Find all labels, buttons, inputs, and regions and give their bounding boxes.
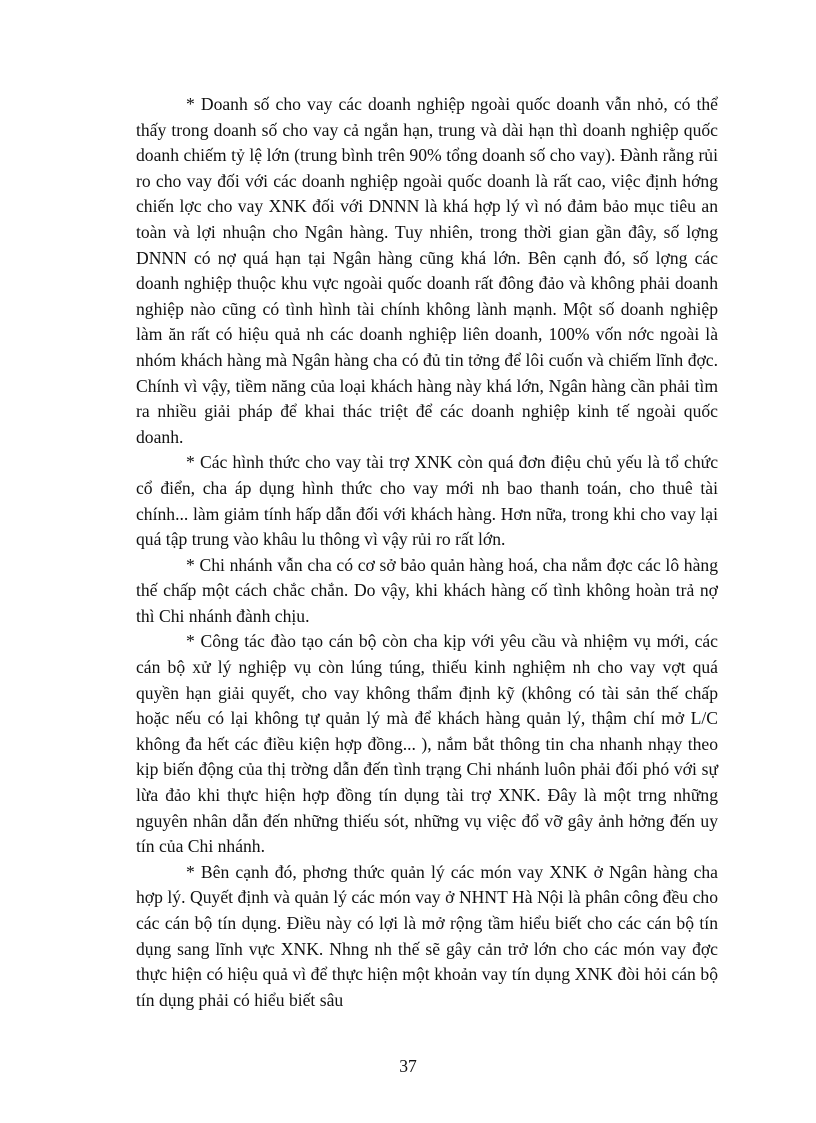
- paragraph-5: * Bên cạnh đó, phơng thức quản lý các món vay XNK ở Ngân hàng cha hợp lý. Quyết định và quản lý các món vay ở NHNT Hà Nội là phân công đều cho các cán bộ tín dụng. Điều này có lợi là mở rộng tầm hiểu biết cho các cán bộ tín dụng sang lĩnh vực XNK. Nhng nh thế sẽ gây cản trở lớn cho các món vay đợc thực hiện có hiệu quả vì để thực hiện một khoản vay tín dụng XNK đòi hỏi cán bộ tín dụng phải có hiểu biết sâu: [136, 861, 718, 1010]
- body-text: [136, 92, 718, 1013]
- paragraph-4: * Công tác đào tạo cán bộ còn cha kịp với yêu cầu và nhiệm vụ mới, các cán bộ xử lý nghiệp vụ còn lúng túng, thiếu kinh nghiệm nh cho vay vợt quá quyền hạn giải quyết, cho vay không thẩm định kỹ (không có tài sản thế chấp hoặc nếu có lại không tự quản lý mà để khách hàng quản lý, thậm chí mở L/C không đa hết các điều kiện hợp đồng... ), nắm bắt thông tin cha nhanh nhạy theo kịp biến động của thị trờng dẫn đến tình trạng Chi nhánh luôn phải đối phó với sự lừa đảo khi thực hiện hợp đồng tín dụng tài trợ XNK. Đây là một trng những nguyên nhân dẫn đến những thiếu sót, những vụ việc đổ vỡ gây ảnh hởng đến uy tín của Chi nhánh.: [136, 631, 718, 857]
- paragraph-1: * Doanh số cho vay các doanh nghiệp ngoài quốc doanh vẫn nhỏ, có thể thấy trong doanh số cho vay cả ngắn hạn, trung và dài hạn thì doanh nghiệp quốc doanh chiếm tỷ lệ lớn (trung bình trên 90% tổng doanh số cho vay). Đành rằng rủi ro cho vay đối với các doanh nghiệp ngoài quốc doanh là rất cao, việc định hớng chiến lợc cho vay XNK đối với DNNN là khá hợp lý vì nó đảm bảo mục tiêu an toàn và lợi nhuận cho Ngân hàng. Tuy nhiên, trong thời gian gần đây, số lợng DNNN có nợ quá hạn tại Ngân hàng cũng khá lớn. Bên cạnh đó, số lợng các doanh nghiệp thuộc khu vực ngoài quốc doanh rất đông đảo và không phải doanh nghiệp nào cũng có tình hình tài chính không lành mạnh. Một số doanh nghiệp làm ăn rất có hiệu quả nh các doanh nghiệp liên doanh, 100% vốn nớc ngoài là nhóm khách hàng mà Ngân hàng cha có đủ tin tởng để lôi cuốn và chiếm lĩnh đợc. Chính vì vậy, tiềm năng của loại khách hàng này khá lớn, Ngân hàng cần phải tìm ra nhiều giải pháp để khai thác triệt để các doanh nghiệp kinh tế ngoài quốc doanh.: [136, 94, 718, 447]
- paragraph-2: * Các hình thức cho vay tài trợ XNK còn quá đơn điệu chủ yếu là tổ chức cổ điển, cha áp dụng hình thức cho vay mới nh bao thanh toán, cho thuê tài chính... làm giảm tính hấp dẫn đối với khách hàng. Hơn nữa, trong khi cho vay lại quá tập trung vào khâu lu thông vì vậy rủi ro rất lớn.: [136, 452, 718, 550]
- page-number: 37: [399, 1056, 417, 1076]
- paragraph-3: * Chi nhánh vẫn cha có cơ sở bảo quản hàng hoá, cha nắm đợc các lô hàng thế chấp một cách chắc chắn. Do vậy, khi khách hàng cố tình không hoàn trả nợ thì Chi nhánh đành chịu.: [136, 554, 718, 626]
